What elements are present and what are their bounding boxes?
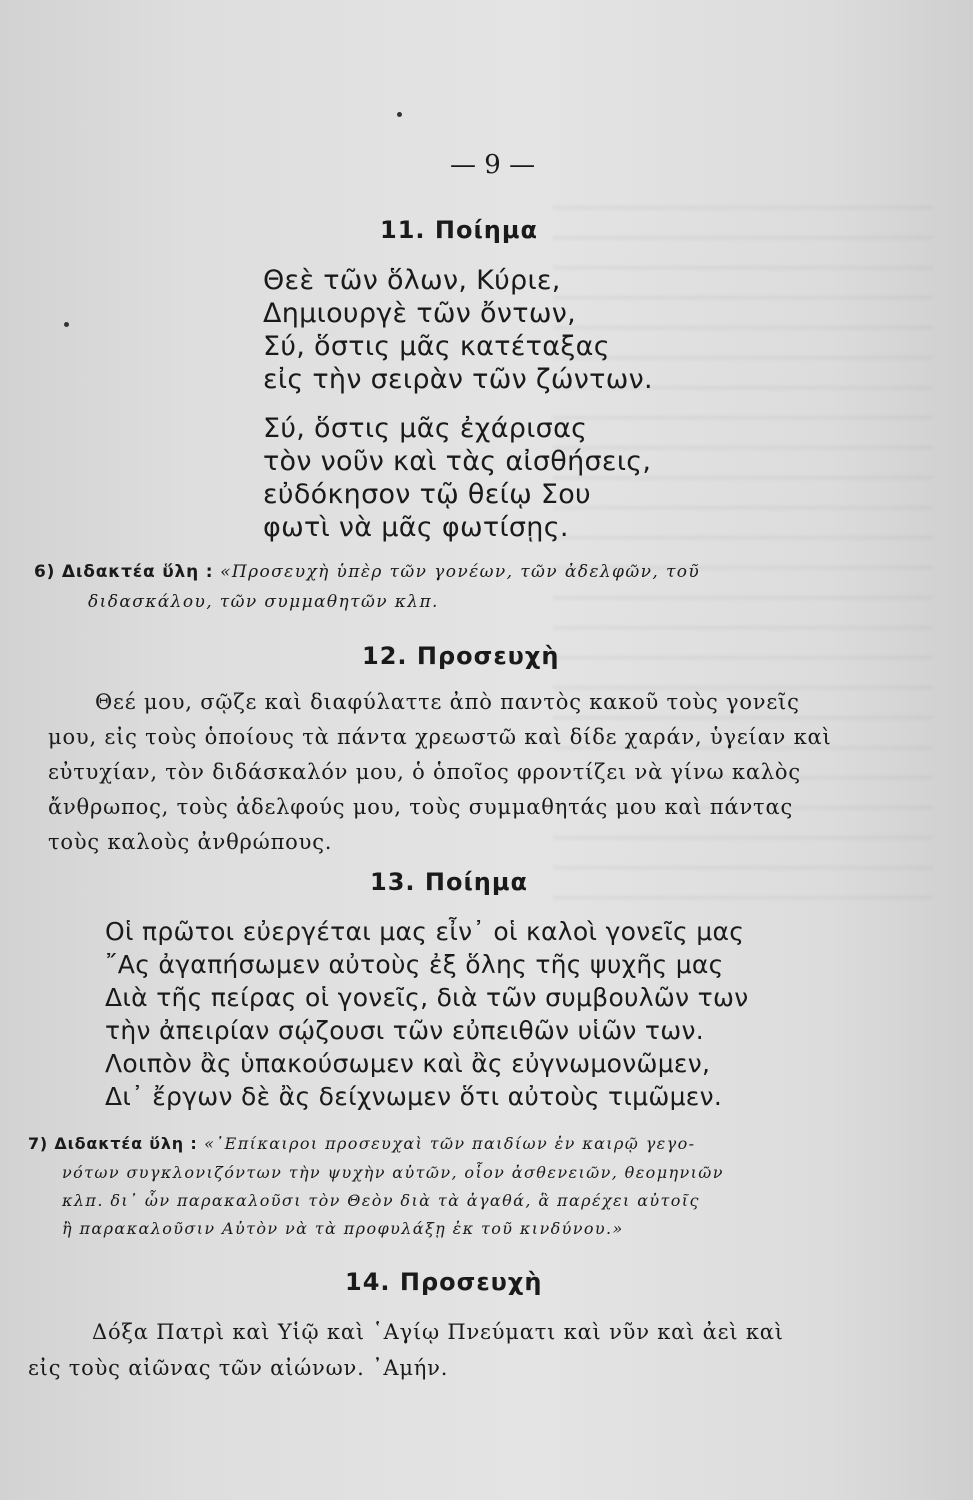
poem-line: Θεὲ τῶν ὅλων, Κύριε, (263, 265, 561, 296)
poem-11-stanza-1 (263, 264, 653, 396)
prose-line: Θεέ μου, σῷζε καὶ διαφύλαττε ἀπὸ παντὸς κακοῦ τοὺς γονεῖς (95, 690, 800, 714)
note-7-line-3: κλπ. δι᾽ ὧν παρακαλοῦσι τὸν Θεὸν διὰ τὰ ἀγαθά, ἃ παρέχει αὐτοῖς (62, 1191, 700, 1210)
poem-line: φωτὶ νὰ μᾶς φωτίσῃς. (263, 512, 569, 543)
note-6-line-1 (34, 562, 700, 582)
ink-speck (397, 112, 402, 117)
poem-line: Σύ, ὅστις μᾶς ἐχάρισας (263, 413, 588, 444)
note-7-label: 7) Διδακτέα ὕλη : (28, 1134, 198, 1153)
section-14-heading: 14. Προσευχὴ (345, 1268, 543, 1296)
page-number: — 9 — (450, 150, 536, 180)
poem-line: Διὰ τῆς πείρας οἱ γονεῖς, διὰ τῶν συμβουλῶν των (105, 983, 749, 1012)
poem-line: Σύ, ὅστις μᾶς κατέταξας (263, 331, 610, 362)
bullet-mark (64, 322, 69, 327)
note-6-text: «Προσευχὴ ὑπὲρ τῶν γονέων, τῶν ἀδελφῶν, τοῦ (220, 562, 701, 582)
section-12-heading: 12. Προσευχὴ (362, 642, 560, 670)
note-6-label: 6) Διδακτέα ὕλη : (34, 562, 214, 582)
poem-11-stanza-2 (263, 412, 651, 544)
note-7-text: «᾽Επίκαιροι προσευχαὶ τῶν παιδίων ἐν καιρῷ γεγο- (204, 1134, 696, 1153)
poem-line: εὐδόκησον τῷ θείῳ Σου (263, 479, 591, 510)
section-11-heading: 11. Ποίημα (380, 216, 539, 244)
section-13-heading: 13. Ποίημα (370, 868, 529, 896)
prose-line: εἰς τοὺς αἰῶνας τῶν αἰώνων. ᾽Αμήν. (28, 1356, 449, 1380)
poem-13 (105, 915, 749, 1113)
note-7-line-1 (28, 1134, 695, 1153)
poem-line: Δημιουργὲ τῶν ὄντων, (263, 298, 576, 329)
note-7-line-4: ἢ παρακαλοῦσιν Αὐτὸν νὰ τὰ προφυλάξῃ ἐκ τοῦ κινδύνου.» (62, 1219, 624, 1238)
poem-line: Δι᾽ ἔργων δὲ ἂς δείχνωμεν ὅτι αὐτοὺς τιμῶμεν. (105, 1082, 723, 1111)
prose-line: ἄνθρωπος, τοὺς ἀδελφούς μου, τοὺς συμμαθητάς μου καὶ πάντας (48, 795, 794, 819)
note-7-line-2: νότων συγκλονιζόντων τὴν ψυχὴν αὐτῶν, οἷον ἀσθενειῶν, θεομηνιῶν (62, 1163, 724, 1182)
prose-line: Δόξα Πατρὶ καὶ Υἱῷ καὶ ῾Αγίῳ Πνεύματι καὶ νῦν καὶ ἀεὶ καὶ (92, 1320, 784, 1344)
poem-line: τὸν νοῦν καὶ τὰς αἰσθήσεις, (263, 446, 652, 477)
note-6-line-2: διδασκάλου, τῶν συμμαθητῶν κλπ. (88, 592, 439, 612)
poem-line: ῎Ας ἀγαπήσωμεν αὐτοὺς ἐξ ὅλης τῆς ψυχῆς μας (105, 950, 724, 979)
poem-line: Οἱ πρῶτοι εὐεργέται μας εἶν᾽ οἱ καλοὶ γονεῖς μας (105, 917, 745, 946)
prose-line: εὐτυχίαν, τὸν διδάσκαλόν μου, ὁ ὁποῖος φροντίζει νὰ γίνω καλὸς (48, 760, 801, 784)
poem-line: τὴν ἀπειρίαν σῴζουσι τῶν εὐπειθῶν υἱῶν των. (105, 1016, 705, 1045)
prose-line: τοὺς καλοὺς ἀνθρώπους. (48, 830, 333, 854)
prose-line: μου, εἰς τοὺς ὁποίους τὰ πάντα χρεωστῶ καὶ δίδε χαράν, ὑγείαν καὶ (48, 725, 832, 749)
poem-line: Λοιπὸν ἂς ὑπακούσωμεν καὶ ἂς εὐγνωμονῶμεν, (105, 1049, 711, 1078)
poem-line: εἰς τὴν σειρὰν τῶν ζώντων. (263, 364, 653, 395)
